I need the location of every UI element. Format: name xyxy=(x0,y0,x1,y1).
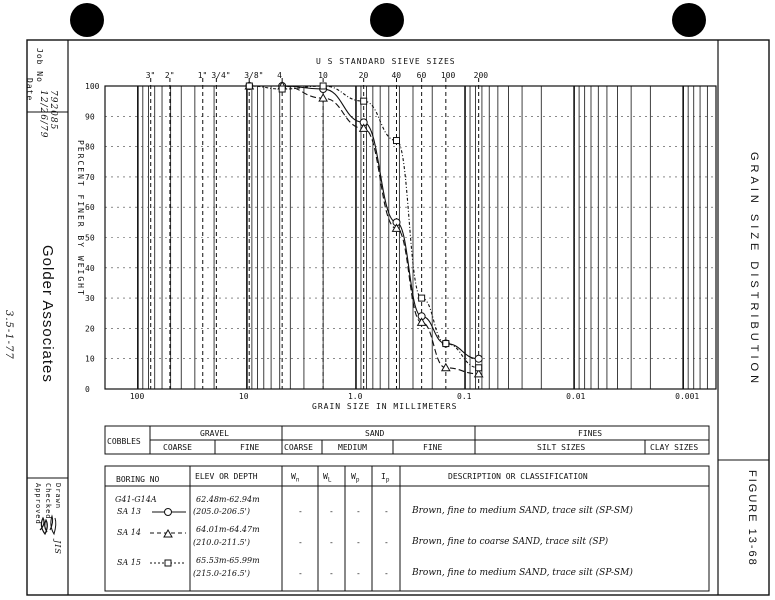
x-tick-label: 1.0 xyxy=(347,392,363,401)
class-sand-medium: MEDIUM xyxy=(338,443,367,452)
header-description: DESCRIPTION OR CLASSIFICATION xyxy=(448,472,588,481)
drawn-value: JIS xyxy=(53,540,62,555)
row1-wl: - xyxy=(329,507,334,516)
date-label: Date xyxy=(25,78,34,102)
row3-wp: - xyxy=(356,569,361,578)
header-wl: $W_L$ xyxy=(323,472,332,484)
row1-sample: SA 13 xyxy=(117,507,141,516)
row2-elev: 64.01m-64.47m xyxy=(196,525,260,534)
sieve-label: 10 xyxy=(318,71,328,80)
row1-wp: - xyxy=(356,507,361,516)
header-ip: $I_p$ xyxy=(381,472,390,484)
class-fines: FINES xyxy=(578,429,603,438)
y-tick-label: 20 xyxy=(85,324,95,334)
sieve-label: 40 xyxy=(391,71,402,80)
job-value: 792085 xyxy=(48,90,58,131)
x-tick-label: 0.001 xyxy=(675,392,700,401)
margin-note: 3.5-1-77 xyxy=(3,310,14,360)
y-tick-label: 40 xyxy=(85,263,95,273)
y-tick-label: 80 xyxy=(85,142,95,152)
job-label: Job No xyxy=(35,48,44,83)
y-tick-label: 90 xyxy=(85,112,95,122)
row2-wp: - xyxy=(356,538,361,547)
y-tick-label: 30 xyxy=(85,294,95,304)
chart-title: U S STANDARD SIEVE SIZES xyxy=(316,57,456,66)
header-wn: $W_n$ xyxy=(291,472,300,484)
class-sand-coarse: COARSE xyxy=(284,443,313,452)
header-elev: ELEV OR DEPTH xyxy=(195,472,258,481)
row2-wn: - xyxy=(298,538,303,547)
row3-sample: SA 15 xyxy=(117,558,141,567)
class-gravel: GRAVEL xyxy=(200,429,229,438)
sieve-label: 60 xyxy=(416,71,427,80)
sieve-label: 3/4" xyxy=(211,71,231,80)
row3-wl: - xyxy=(329,569,334,578)
sieve-label: 3" xyxy=(145,71,156,80)
sieve-label: 1" xyxy=(197,71,208,80)
row1-ip: - xyxy=(384,507,389,516)
sieve-label: 20 xyxy=(358,71,369,80)
company-name: Golder Associates xyxy=(39,245,56,383)
x-tick-label: 0.1 xyxy=(457,392,472,401)
sieve-label: 3/8" xyxy=(244,71,264,80)
row2-sample: SA 14 xyxy=(117,528,141,537)
row2-ip: - xyxy=(384,538,389,547)
y-tick-label: 0 xyxy=(85,385,90,394)
row3-wn: - xyxy=(298,569,303,578)
y-tick-label: 70 xyxy=(85,172,95,182)
sieve-label: 4 xyxy=(277,71,282,80)
x-tick-label: 0.01 xyxy=(566,392,586,401)
x-tick-label: 10 xyxy=(238,392,249,401)
class-silt: SILT SIZES xyxy=(537,443,586,452)
row1-elev: 62.48m-62.94m xyxy=(196,495,260,504)
row2-description: Brown, fine to coarse SAND, trace silt (SP) xyxy=(412,537,609,547)
y-tick-label: 100 xyxy=(85,82,100,91)
drawn-label: Drawn xyxy=(54,483,62,510)
row3-elev: 65.53m-65.99m xyxy=(196,556,260,565)
sieve-label: 100 xyxy=(440,71,456,80)
checked-label: Checked xyxy=(44,483,52,520)
y-axis-label: PERCENT FINER BY WEIGHT xyxy=(76,140,85,297)
class-sand-fine: FINE xyxy=(423,443,443,452)
figure-title: GRAIN SIZE DISTRIBUTION xyxy=(748,152,760,388)
row3-ip: - xyxy=(384,569,389,578)
row1-depth: (205.0-206.5') xyxy=(193,507,250,516)
figure-number: FIGURE 13-68 xyxy=(746,470,758,567)
class-clay: CLAY SIZES xyxy=(650,443,699,452)
sieve-label: 2" xyxy=(164,71,175,80)
date-value: 12/26/79 xyxy=(38,90,48,139)
row1-boring-id: G41-G14A xyxy=(115,495,157,504)
y-tick-label: 10 xyxy=(85,354,95,364)
class-gravel-coarse: COARSE xyxy=(163,443,192,452)
sieve-label: 200 xyxy=(473,71,489,80)
row3-description: Brown, fine to medium SAND, trace silt (SP-SM) xyxy=(412,568,633,578)
row2-wl: - xyxy=(329,538,334,547)
y-tick-label: 60 xyxy=(85,203,95,213)
class-cobbles: COBBLES xyxy=(107,437,141,446)
x-axis-label: GRAIN SIZE IN MILLIMETERS xyxy=(312,402,458,411)
x-tick-label: 100 xyxy=(129,392,145,401)
y-tick-label: 50 xyxy=(85,233,95,243)
row1-description: Brown, fine to medium SAND, trace silt (SP-SM) xyxy=(412,506,633,516)
approved-label: Approved xyxy=(34,483,42,525)
row2-depth: (210.0-211.5') xyxy=(193,538,250,547)
class-gravel-fine: FINE xyxy=(240,443,260,452)
row1-wn: - xyxy=(298,507,303,516)
header-wp: $W_p$ xyxy=(351,472,360,484)
class-sand: SAND xyxy=(365,429,385,438)
header-boring: BORING NO xyxy=(116,475,160,484)
row3-depth: (215.0-216.5') xyxy=(193,569,250,578)
